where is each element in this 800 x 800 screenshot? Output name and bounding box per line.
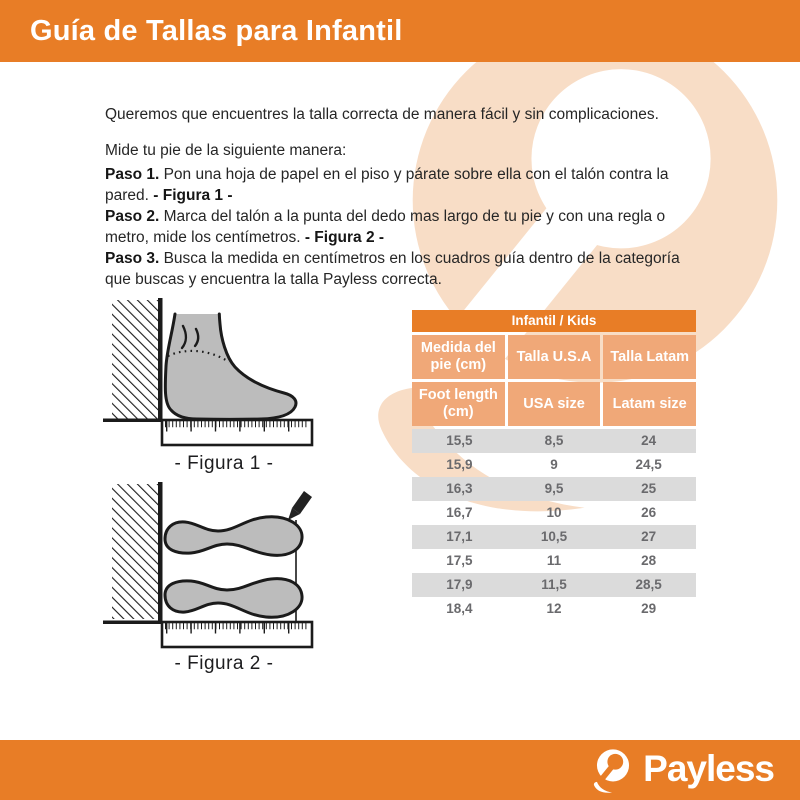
cell-foot-length: 15,5 xyxy=(446,433,473,448)
cell-usa-size: 11 xyxy=(546,553,562,568)
step-2-figure-ref: - Figura 2 - xyxy=(304,229,385,246)
figure-2-caption: - Figura 2 - xyxy=(174,653,274,674)
figure-2 xyxy=(95,482,319,675)
pencil-icon xyxy=(288,491,312,520)
cell-foot-length: 18,4 xyxy=(446,601,473,616)
table-row xyxy=(412,525,696,549)
figure-1-foot-measurement-illustration xyxy=(95,298,319,450)
cell-foot-length: 16,7 xyxy=(446,505,473,520)
figure-2-footprint-marking-illustration xyxy=(95,482,319,650)
table-row xyxy=(412,573,696,597)
cell-usa-size: 9,5 xyxy=(544,481,564,496)
intro-text: Queremos que encuentres la talla correcta de manera fácil y sin complicaciones. xyxy=(105,105,659,123)
cell-usa-size: 12 xyxy=(546,601,562,616)
step-2-text: Marca del talón a la punta del dedo mas largo de tu pie y con una regla o metro, mide los centímetros. xyxy=(105,208,666,246)
step-3-label: Paso 3. xyxy=(105,250,160,267)
figure-1-caption: - Figura 1 - xyxy=(174,453,274,474)
footer-bar xyxy=(0,740,800,800)
measure-instruction-text: Mide tu pie de la siguiente manera: xyxy=(105,141,347,159)
step-1-text: Pon una hoja de papel en el piso y párate sobre ella con el talón contra la pared. xyxy=(105,166,669,204)
step-3-text: Busca la medida en centímetros en los cuadros guía dentro de la categoría que buscas y encuentra la talla Payless correcta. xyxy=(105,250,680,288)
size-table-header-row-spanish xyxy=(412,335,696,379)
content-area xyxy=(0,62,800,742)
footprint-top xyxy=(165,517,302,556)
header-bar xyxy=(0,0,800,62)
size-table-header-row-english xyxy=(412,382,696,426)
col-header-foot-length-en: Foot length (cm) xyxy=(412,382,505,426)
table-row xyxy=(412,429,696,453)
cell-usa-size: 10,5 xyxy=(540,529,568,544)
table-row xyxy=(412,549,696,573)
cell-foot-length: 17,9 xyxy=(446,577,473,592)
wall-hatch xyxy=(112,484,158,619)
footprint-bottom xyxy=(165,579,302,618)
cell-latam-size: 26 xyxy=(641,505,657,520)
cell-latam-size: 28,5 xyxy=(635,577,662,592)
cell-foot-length: 17,5 xyxy=(446,553,473,568)
table-row xyxy=(412,453,696,477)
cell-latam-size: 25 xyxy=(641,481,657,496)
cell-latam-size: 29 xyxy=(641,601,657,616)
step-1-label: Paso 1. xyxy=(105,166,160,183)
step-3 xyxy=(105,248,695,290)
cell-usa-size: 9 xyxy=(550,457,558,472)
col-header-usa-size-en: USA size xyxy=(508,382,601,426)
cell-foot-length: 16,3 xyxy=(446,481,473,496)
cell-latam-size: 27 xyxy=(641,529,657,544)
step-2 xyxy=(105,206,695,248)
size-table xyxy=(412,310,696,621)
table-row xyxy=(412,597,696,621)
wall-hatch xyxy=(112,300,158,419)
step-2-label: Paso 2. xyxy=(105,208,160,225)
cell-usa-size: 11,5 xyxy=(541,577,567,592)
cell-latam-size: 24 xyxy=(641,433,657,448)
step-1 xyxy=(105,164,695,206)
cell-usa-size: 8,5 xyxy=(544,433,564,448)
cell-foot-length: 17,1 xyxy=(446,529,473,544)
page-title: Guía de Tallas para Infantil xyxy=(30,14,403,47)
size-table-body xyxy=(412,429,696,621)
col-header-latam-size-en: Latam size xyxy=(603,382,696,426)
col-header-latam-size-es: Talla Latam xyxy=(603,335,696,379)
cell-latam-size: 28 xyxy=(641,553,657,568)
figure-1 xyxy=(95,298,319,475)
table-row xyxy=(412,477,696,501)
steps-list xyxy=(105,164,695,290)
col-header-foot-length-es: Medida del pie (cm) xyxy=(412,335,505,379)
table-row xyxy=(412,501,696,525)
cell-usa-size: 10 xyxy=(546,505,562,520)
brand-wordmark: Payless xyxy=(643,747,774,789)
size-table-title: Infantil / Kids xyxy=(412,310,696,332)
cell-foot-length: 15,9 xyxy=(446,457,473,472)
payless-logo-icon xyxy=(591,745,635,795)
cell-latam-size: 24,5 xyxy=(635,457,662,472)
step-1-figure-ref: - Figura 1 - xyxy=(153,187,233,204)
col-header-usa-size-es: Talla U.S.A xyxy=(508,335,601,379)
